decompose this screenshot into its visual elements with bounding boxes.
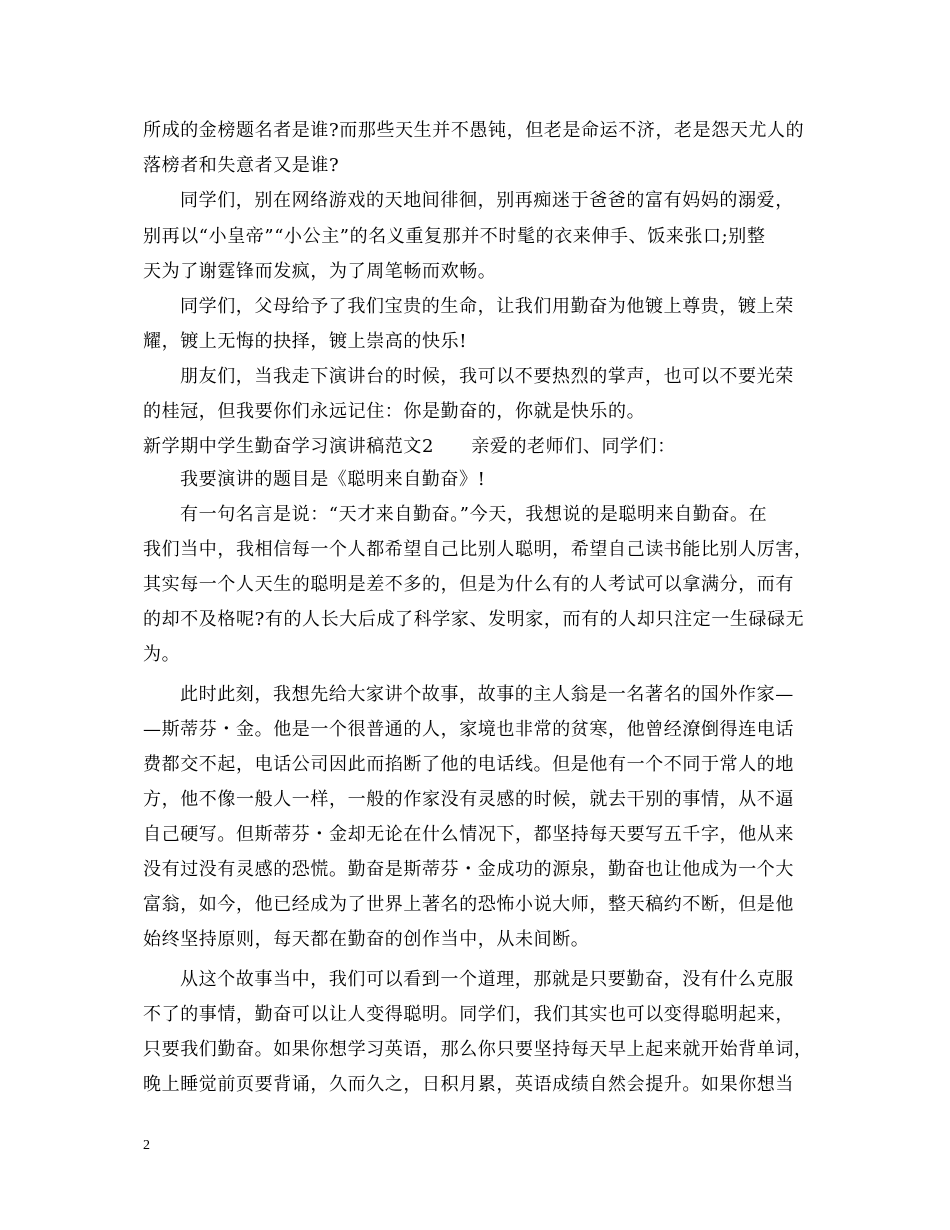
text-line: 所成的金榜题名者是谁?而那些天生并不愚钝，但老是命运不济，老是怨天尤人的 <box>143 120 805 141</box>
text-line: 没有过没有灵感的恐慌。勤奋是斯蒂芬・金成功的源泉，勤奋也让他成为一个大 <box>143 859 794 880</box>
text-line: 始终坚持原则，每天都在勤奋的创作当中，从未间断。 <box>143 929 590 950</box>
text-line: 有一句名言是说：“天才来自勤奋。”今天，我想说的是聪明来自勤奋。在 <box>180 504 768 525</box>
text-line: 的桂冠，但我要你们永远记住：你是勤奋的，你就是快乐的。 <box>143 401 646 422</box>
text-line: 天为了谢霆锋而发疯，为了周笔畅而欢畅。 <box>143 261 497 282</box>
text-line: 同学们，父母给予了我们宝贵的生命，让我们用勤奋为他镀上尊贵，镀上荣 <box>180 296 794 317</box>
text-line: 富翁，如今，他已经成为了世界上著名的恐怖小说大师，整天稿约不断，但是他 <box>143 894 794 915</box>
text-line: 只要我们勤奋。如果你想学习英语，那么你只要坚持每天早上起来就开始背单词， <box>143 1039 813 1060</box>
text-line: 同学们，别在网络游戏的天地间徘徊，别再痴迷于爸爸的富有妈妈的溺爱， <box>180 190 794 211</box>
text-line: 其实每一个人天生的聪明是差不多的，但是为什么有的人考试可以拿满分，而有 <box>143 574 794 595</box>
text-line: 费都交不起，电话公司因此而掐断了他的电话线。但是他有一个不同于常人的地 <box>143 754 794 775</box>
text-line: 朋友们，当我走下演讲台的时候，我可以不要热烈的掌声，也可以不要光荣 <box>180 366 794 387</box>
text-line: 为。 <box>143 644 181 665</box>
text-line: 我要演讲的题目是《聪明来自勤奋》! <box>180 469 486 490</box>
text-line: 方，他不像一般人一样，一般的作家没有灵感的时候，就去干别的事情，从不逼 <box>143 789 794 810</box>
text-line: —斯蒂芬・金。他是一个很普通的人，家境也非常的贫寒，他曾经潦倒得连电话 <box>143 719 794 740</box>
text-line: 我们当中，我相信每一个人都希望自己比别人聪明，希望自己读书能比别人厉害， <box>143 539 813 560</box>
text-line: 从这个故事当中，我们可以看到一个道理，那就是只要勤奋，没有什么克服 <box>180 969 794 990</box>
text-line: 耀，镀上无悔的抉择，镀上崇高的快乐! <box>143 331 468 352</box>
text-line: 别再以“小皇帝”“小公主”的名义重复那并不时髦的衣来伸手、饭来张口;别整 <box>143 226 766 247</box>
text-line: 自己硬写。但斯蒂芬・金却无论在什么情况下，都坚持每天要写五千字，他从来 <box>143 824 794 845</box>
page-number: 2 <box>143 1138 150 1153</box>
text-line: 的却不及格呢?有的人长大后成了科学家、发明家，而有的人却只注定一生碌碌无 <box>143 609 805 630</box>
text-line: 不了的事情，勤奋可以让人变得聪明。同学们，我们其实也可以变得聪明起来， <box>143 1004 794 1025</box>
section-title: 新学期中学生勤奋学习演讲稿范文2 亲爱的老师们、同学们： <box>143 436 676 457</box>
text-line: 落榜者和失意者又是谁? <box>143 155 340 176</box>
text-line: 此时此刻，我想先给大家讲个故事，故事的主人翁是一名著名的国外作家— <box>180 684 794 705</box>
text-line: 晚上睡觉前页要背诵，久而久之，日积月累，英语成绩自然会提升。如果你想当 <box>143 1074 794 1095</box>
